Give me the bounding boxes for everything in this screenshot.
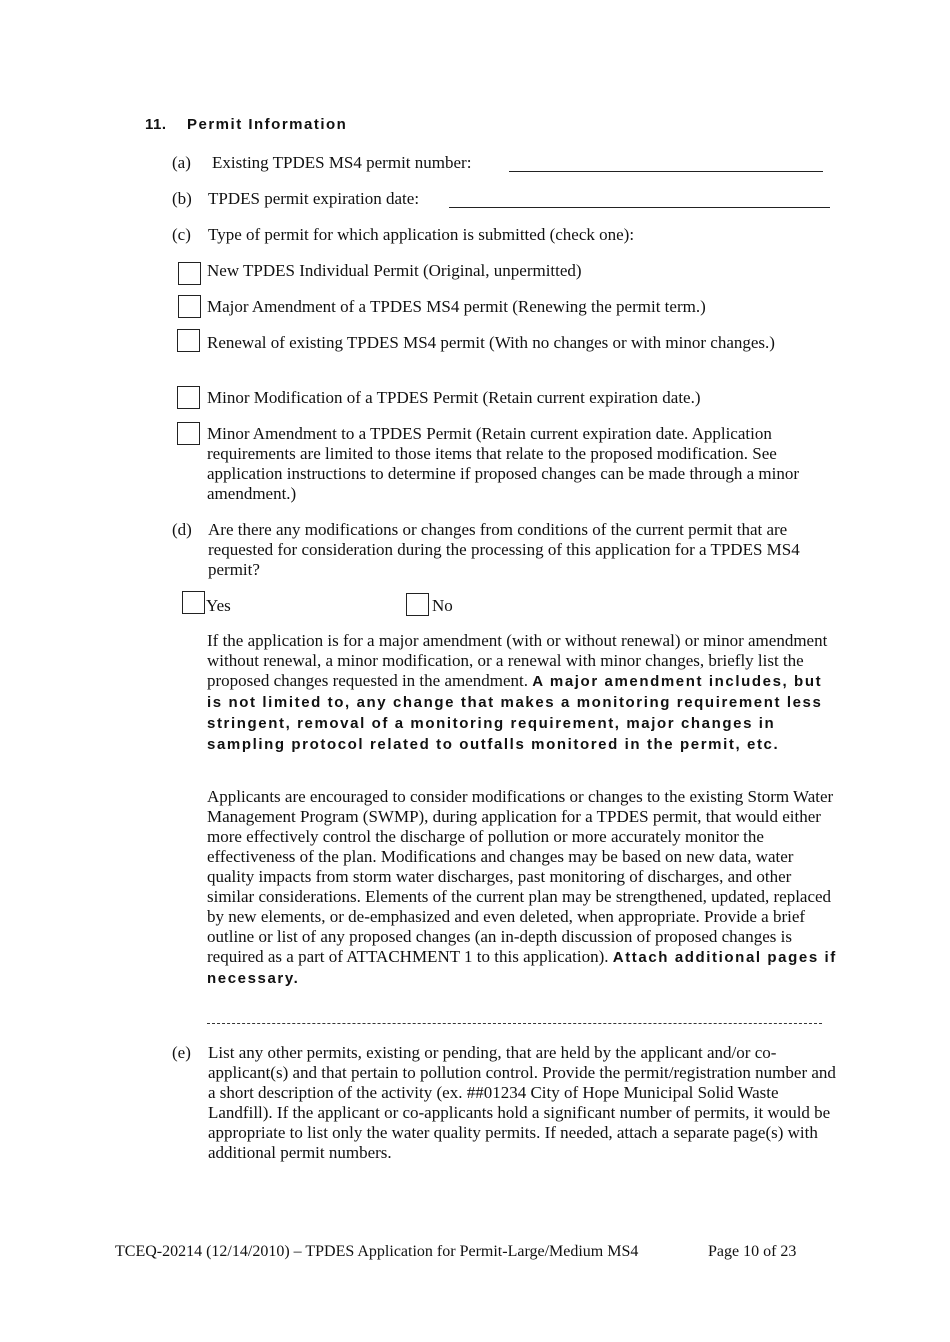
option-major-amendment: Major Amendment of a TPDES MS4 permit (Renewing the permit term.) [207, 297, 706, 316]
checkbox-yes[interactable] [182, 591, 205, 614]
item-a-label: Existing TPDES MS4 permit number: [212, 153, 472, 172]
item-e-letter: (e) [172, 1043, 191, 1062]
item-e-instructions: List any other permits, existing or pending, that are held by the applicant and/or co-applicant(s) and that pertain to pollution control. Provide the permit/registration number and a short description of the activity (ex. ##01234 City of Hope Municipal Solid Waste Landfill). If the applicant or co-applicants hold a significant number of permits, it would be appropriate to list only the water quality permits. If needed, attach a separate page(s) with additional permit numbers. [208, 1043, 836, 1162]
section-title: Permit Information [187, 116, 348, 133]
changes-response-line[interactable] [207, 1023, 822, 1024]
label-no: No [432, 596, 453, 615]
checkbox-minor-amendment[interactable] [177, 422, 200, 445]
item-a-letter: (a) [172, 153, 191, 172]
amendment-definition-bold: A major amendment includes, but is not limited to, any change that makes a monitoring requirement less stringent, removal of a monitoring requirement, major changes in sampling protocol related to outfalls monitored in the permit, etc. [207, 673, 823, 753]
checkbox-renewal[interactable] [177, 329, 200, 352]
footer-page-number: Page 10 of 23 [708, 1243, 797, 1260]
item-c-label: Type of permit for which application is submitted (check one): [208, 225, 635, 244]
permit-number-field[interactable] [509, 155, 823, 172]
checkbox-new-individual-permit[interactable] [178, 262, 201, 285]
swmp-instructions [207, 787, 837, 989]
checkbox-no[interactable] [406, 593, 429, 616]
item-d-question: Are there any modifications or changes from conditions of the current permit that are requested for consideration during the processing of this application for a TPDES MS4 permit? [208, 520, 800, 579]
item-b-label: TPDES permit expiration date: [208, 189, 420, 208]
checkbox-minor-modification[interactable] [177, 386, 200, 409]
option-renewal: Renewal of existing TPDES MS4 permit (With no changes or with minor changes.) [207, 333, 775, 352]
option-new-individual-permit: New TPDES Individual Permit (Original, unpermitted) [207, 261, 582, 280]
item-b-letter: (b) [172, 189, 192, 208]
option-minor-amendment: Minor Amendment to a TPDES Permit (Retain current expiration date. Application requirements are limited to those items that relate to the proposed modification. See application instructions to determine if proposed changes can be made through a minor amendment.) [207, 424, 799, 503]
item-d-letter: (d) [172, 520, 192, 539]
option-minor-modification: Minor Modification of a TPDES Permit (Retain current expiration date.) [207, 388, 701, 407]
amendment-instructions-text: If the application is for a major amendment (with or without renewal) or minor amendment without renewal, a minor modification, or a renewal with minor changes, briefly list the proposed changes requested in the amendment. [207, 631, 828, 690]
section-number: 11. [145, 116, 167, 133]
swmp-instructions-text: Applicants are encouraged to consider modifications or changes to the existing Storm Water Management Program (SWMP), during application for a TPDES permit, that would either more effectively control the discharge of pollution or more accurately monitor the effectiveness of the plan. Modifications and changes may be based on new data, water quality impacts from storm water discharges, past monitoring of discharges, and other similar considerations. Elements of the current plan may be strengthened, updated, replaced by new elements, or de-emphasized and even deleted, when appropriate. Provide a brief outline or list of any proposed changes (an in-depth discussion of proposed changes is required as a part of ATTACHMENT 1 to this application). [207, 787, 834, 966]
label-yes: Yes [206, 596, 231, 615]
amendment-instructions [207, 631, 837, 755]
checkbox-major-amendment[interactable] [178, 295, 201, 318]
footer-form-id: TCEQ-20214 (12/14/2010) – TPDES Application for Permit-Large/Medium MS4 [115, 1243, 639, 1260]
expiration-date-field[interactable] [449, 191, 830, 208]
item-c-letter: (c) [172, 225, 191, 244]
attach-pages-note: Attach additional pages if necessary. [207, 949, 837, 987]
